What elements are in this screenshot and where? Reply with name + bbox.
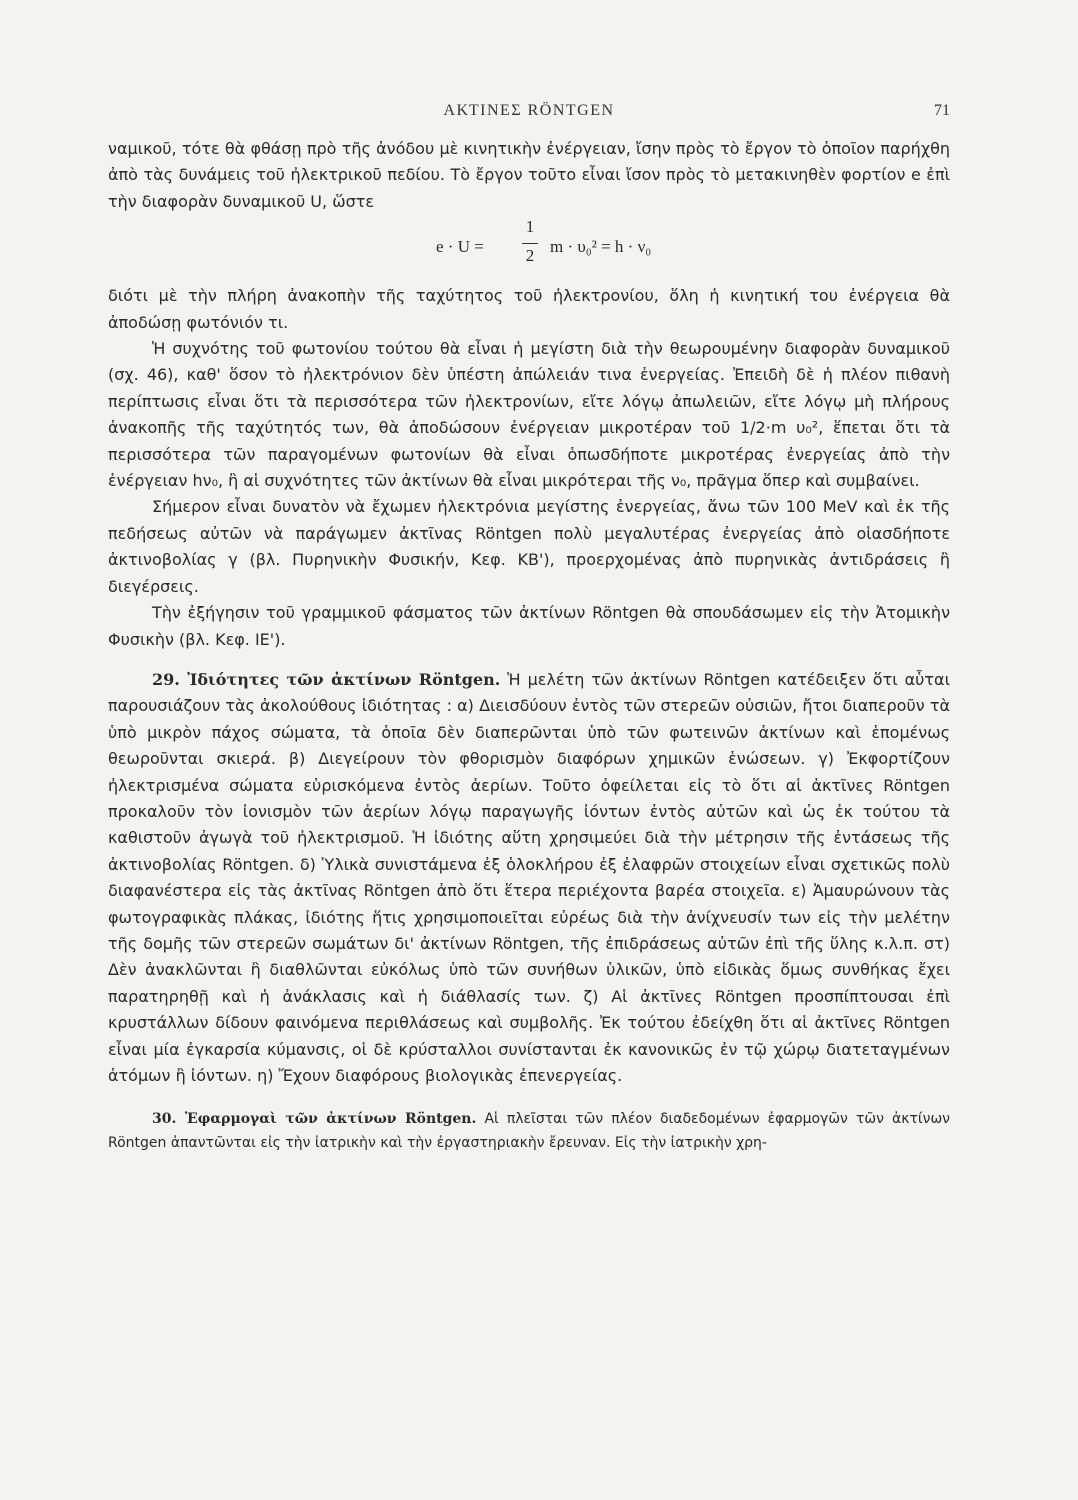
- section-30-block: [108, 1107, 950, 1155]
- chapter-title: ΑΚΤΙΝΕΣ RÖNTGEN: [443, 102, 615, 119]
- section-29-body: Ἡ μελέτη τῶν ἀκτίνων Röntgen κατέδειξεν ὅτι αὗται παρουσιάζουν τὰς ἀκολούθους ἰδιότητας : α) Διεισδύουν ἐντὸς τῶν στερεῶν οὐσιῶν, ἤτοι διαπεροῦν τὰ ὑπὸ μικρὸν πάχος σώματα, τὰ ὁποῖα δὲν διαπερῶνται ὑπὸ τῶν φωτεινῶν ἀκτίνων καὶ ἑπομένως θεωροῦνται σκιερά. β) Διεγείρουν τὸν φθορισμὸν διαφόρων χημικῶν ἑνώσεων. γ) Ἐκφορτίζουν ἠλεκτρισμένα σώματα εὑρισκόμενα ἐντὸς ἀερίων. Τοῦτο ὀφείλεται εἰς τὸ ὅτι αἱ ἀκτῖνες Röntgen προκαλοῦν τὸν ἰονισμὸν τῶν ἀερίων λόγῳ παραγωγῆς ἰόντων ἐντὸς αὐτῶν καὶ ὡς ἐκ τούτου τὰ καθιστοῦν ἀγωγὰ τοῦ ἠλεκτρισμοῦ. Ἡ ἰδιότης αὕτη χρησιμεύει διὰ τὴν μέτρησιν τῆς ἐντάσεως τῆς ἀκτινοβολίας Röntgen. δ) Ὑλικὰ συνιστάμενα ἐξ ὁλοκλήρου ἐξ ἐλαφρῶν στοιχείων εἶναι σχετικῶς πολὺ διαφανέστερα εἰς τὰς ἀκτῖνας Röntgen ἀπὸ ὅτι ἕτερα περιέχοντα βαρέα στοιχεῖα. ε) Ἀμαυρώνουν τὰς φωτογραφικὰς πλάκας, ἰδιότης ἥτις χρησιμοποιεῖται εὐρέως διὰ τὴν ἀνίχνευσίν των εἰς τὴν μελέτην τῆς δομῆς τῶν στερεῶν σωμάτων δι' ἀκτίνων Röntgen, τῆς ἐπιδράσεως αὐτῶν ἐπὶ τῆς ὕλης κ.λ.π. στ) Δὲν ἀνακλῶνται ἢ διαθλῶνται εὐκόλως ὑπὸ τῶν συνήθων ὑλικῶν, ὑπὸ εἰδικὰς ὅμως συνθήκας ἔχει παρατηρηθῇ καὶ ἡ ἀνάκλασις καὶ ἡ διάθλασίς των. ζ) Αἱ ἀκτῖνες Röntgen προσπίπτουσαι ἐπὶ κρυστάλλων δίδουν φαινόμενα περιθλάσεως καὶ συμβολῆς. Ἐκ τούτου ἐδείχθη ὅτι αἱ ἀκτῖνες Röntgen εἶναι μία ἐγκαρσία κύμανσις, οἱ δὲ κρύσταλλοι συνίστανται ἐκ κανονικῶς ἐν τῷ χώρῳ διατεταγμένων ἀτόμων ἢ ἰόντων. η) Ἔχουν διαφόρους βιολογικὰς ἐπενεργείας.: [108, 669, 950, 1085]
- paragraph-3: Ἡ συχνότης τοῦ φωτονίου τούτου θὰ εἶναι ἡ μεγίστη διὰ τὴν θεωρουμένην διαφορὰν δυναμικοῦ (σχ. 46), καθ' ὅσον τὸ ἠλεκτρόνιον δὲν ὑπέστη ἀπώλειάν τινα ἐνεργείας. Ἐπειδὴ δὲ ἡ πλέον πιθανὴ περίπτωσις εἶναι ὅτι τὰ περισσότερα τῶν ἠλεκτρονίων, εἴτε λόγῳ ἀπωλειῶν, εἴτε λόγῳ μὴ πλήρους ἀνακοπῆς τῆς ταχύτητός των, θὰ ἀποδώσουν ἐνέργειαν μικροτέραν τοῦ 1/2·m υ₀², ἕπεται ὅτι τὰ περισσότερα τῶν παραγομένων φωτονίων θὰ εἶναι ὁπωσδήποτε μικροτέρας ἐνεργείας ἀπὸ τὴν ἐνέργειαν hν₀, ἢ αἱ συχνότητες τῶν ἀκτίνων θὰ εἶναι μικρότεραι τῆς ν₀, πρᾶγμα ὅπερ καὶ συμβαίνει.: [108, 339, 950, 491]
- running-header: [108, 96, 950, 136]
- section-30-body: Αἱ πλεῖσται τῶν πλέον διαδεδομένων ἐφαρμογῶν τῶν ἀκτίνων Röntgen ἀπαντῶνται εἰς τὴν ἰατρικὴν καὶ τὴν ἐργαστηριακὴν ἔρευναν. Εἰς τὴν ἰατρικὴν χρη-: [108, 1111, 951, 1152]
- paragraph-1: ναμικοῦ, τότε θὰ φθάσῃ πρὸ τῆς ἀνόδου μὲ κινητικὴν ἐνέργειαν, ἴσην πρὸς τὸ ἔργον τὸ ὁποῖον παρήχθη ἀπὸ τὰς δυνάμεις τοῦ ἠλεκτρικοῦ πεδίου. Τὸ ἔργον τοῦτο εἶναι ἴσον πρὸς τὸ μετακινηθὲν φορτίον e ἐπὶ τὴν διαφορὰν δυναμικοῦ U, ὥστε: [108, 139, 950, 211]
- section-30: [108, 1107, 950, 1155]
- paragraph-4: Σήμερον εἶναι δυνατὸν νὰ ἔχωμεν ἠλεκτρόνια μεγίστης ἐνεργείας, ἄνω τῶν 100 MeV καὶ ἐκ τῆς πεδήσεως αὐτῶν νὰ παράγωμεν ἀκτῖνας Röntgen πολὺ μεγαλυτέρας ἐνεργείας ἀπὸ οἱασδήποτε ἀκτινοβολίας γ (βλ. Πυρηνικὴν Φυσικήν, Κεφ. ΚΒ'), προερχομένας ἀπὸ πυρηνικὰς ἀντιδράσεις ἢ διεγέρσεις.: [108, 497, 950, 596]
- formula-lhs: e · U =: [436, 237, 484, 257]
- section-29: [108, 667, 950, 1090]
- paragraph-5: Τὴν ἐξήγησιν τοῦ γραμμικοῦ φάσματος τῶν ἀκτίνων Röntgen θὰ σπουδάσωμεν εἰς τὴν Ἀτομικὴν Φυσικὴν (βλ. Κεφ. ΙΕ').: [108, 603, 950, 649]
- section-30-title: 30. Ἐφαρμογαὶ τῶν ἀκτίνων Röntgen.: [152, 1111, 477, 1128]
- fraction-numerator: 1: [525, 217, 535, 237]
- book-page: [108, 96, 950, 1155]
- formula-fraction: [522, 217, 538, 266]
- section-29-title: 29. Ἰδιότητες τῶν ἀκτίνων Röntgen.: [152, 669, 501, 689]
- paragraph-2: διότι μὲ τὴν πλήρη ἀνακοπὴν τῆς ταχύτητος τοῦ ἠλεκτρονίου, ὅλη ἡ κινητική του ἐνέργεια θὰ ἀποδώσῃ φωτόνιόν τι.: [108, 286, 950, 332]
- page-number: 71: [934, 102, 950, 119]
- energy-formula: [108, 217, 950, 277]
- formula-rhs: m · υ₀² = h · ν₀: [550, 237, 652, 257]
- fraction-denominator: 2: [525, 246, 535, 266]
- fraction-bar: [522, 243, 538, 244]
